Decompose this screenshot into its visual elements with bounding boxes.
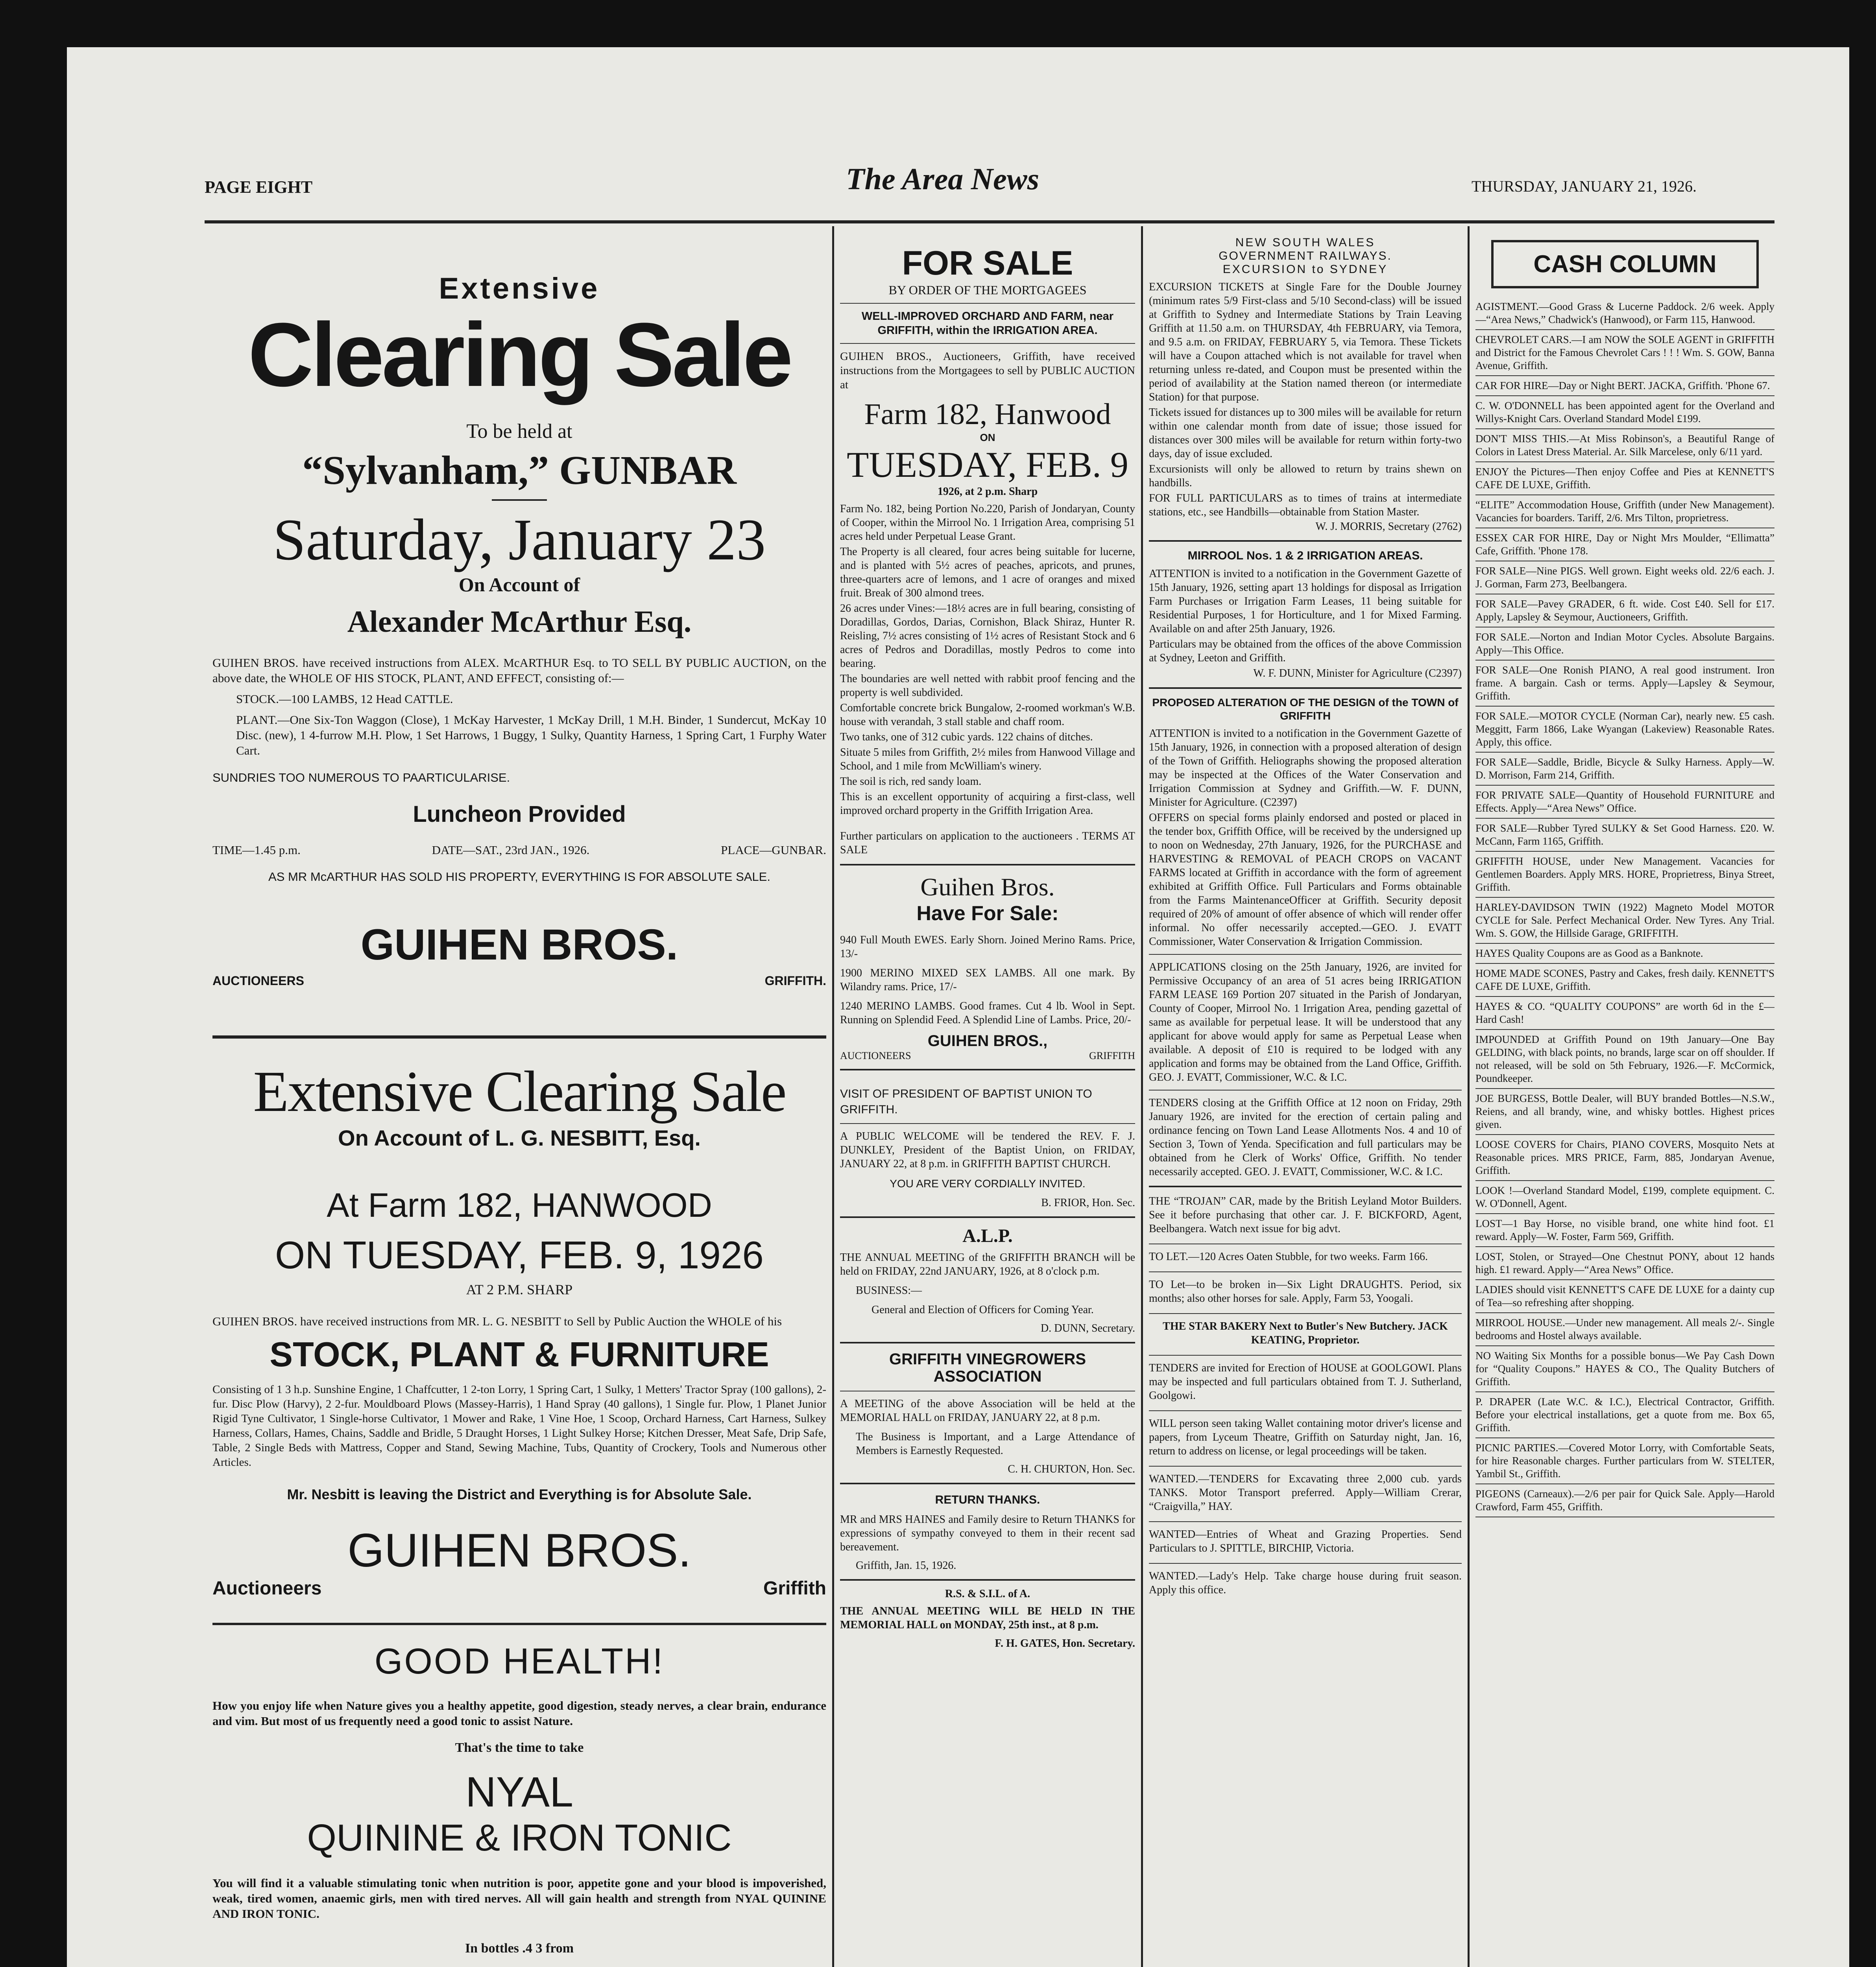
fs-p10: Further particulars on application to the auctioneers . TERMS AT SALE [840,830,1135,856]
cash-ad: HOME MADE SCONES, Pastry and Cakes, fresh daily. KENNETT'S CAFE DE LUXE, Griffith. [1475,967,1774,992]
mirrool-sig: W. F. DUNN, Minister for Agriculture (C2397) [1253,667,1462,679]
divider [1475,1088,1774,1089]
return-thanks-notice [840,1491,1135,1572]
cash-ad: JOE BURGESS, Bottle Dealer, will BUY branded Bottles—N.S.W., Reiens, and all brandy, wine, and whisky bottles. Highest prices given. [1475,1092,1774,1130]
fs-farm: Farm 182, Hanwood [864,398,1111,431]
mid-ad: TENDERS are invited for Erection of HOUSE at GOOLGOWI. Plans may be inspected and full particulars obtained from T. J. Sutherland, Goolgowi. [1149,1362,1462,1402]
nyal-tonic-ad [212,1641,826,1967]
cash-ad: GRIFFITH HOUSE, under New Management. Vacancies for Gentlemen Boarders. Apply MRS. HORE, Proprietress, Binya Street, Griffith. [1475,855,1774,893]
alt-p2: OFFERS on special forms plainly endorsed and posted or placed in the tender box, Griffith Office, will be received by the undersigned up to noon on Wednesday, 27th January, 1926, for the PURCHASE and HARVESTING & REMOVAL of PEACH CROPS on VACANT FARMS located at Griffith in accordance with the form of agreement exhibited at Griffith Office. Full Particulars and Forms obtainable from the Farms MaintenanceOfficer at Griffith. Security deposit required of 20% of amount of offer absence of which will render offer informal. No offer necessarily accepted.—GEO. J. EVATT Commissioner, Water Conservation & Irrigation Commission. [1149,812,1462,948]
divider [1475,943,1774,944]
alt-title: PROPOSED ALTERATION OF THE DESIGN of the TOWN of GRIFFITH [1152,696,1459,722]
divider [1475,1345,1774,1346]
mirrool-p2: Particulars may be obtained from the offices of the above Commission at Sydney, Leeton and Griffith. [1149,638,1462,664]
vinegrowers-notice [840,1351,1135,1476]
mid-ad: WILL person seen taking Wallet containing motor driver's license and papers, from Lyceum Theatre, Griffith on Saturday night, Jan. 16, return to address on license, or legal proceedings will be taken. [1149,1417,1462,1457]
ad2-account: On Account of L. G. NESBITT, Esq. [338,1126,701,1150]
thanks-sig: Griffith, Jan. 15, 1926. [856,1559,956,1572]
cash-ad: ENJOY the Pictures—Then enjoy Coffee and Pies at KENNETT'S CAFE DE LUXE, Griffith. [1475,466,1774,491]
baptist-title: VISIT OF PRESIDENT OF BAPTIST UNION TO GRIFFITH. [840,1087,1092,1116]
alp-business: BUSINESS:— [856,1284,922,1297]
gs-item2: 1900 MERINO MIXED SEX LAMBS. All one mark. By Wilandry rams. Price, 17/- [840,967,1135,993]
divider [1475,1213,1774,1214]
cash-ad: FOR SALE.—Norton and Indian Motor Cycles. Absolute Bargains. Apply—This Office. [1475,631,1774,656]
section-rule [840,1216,1135,1218]
ad2-firm-role: Auctioneers [212,1578,322,1599]
alp-sig: D. DUNN, Secretary. [1041,1322,1135,1334]
rail-sig: W. J. MORRIS, Secretary (2762) [1315,520,1462,533]
page-label: PAGE EIGHT [205,177,313,197]
divider [840,303,1135,304]
alp-items: General and Election of Officers for Coming Year. [872,1304,1094,1316]
divider [1475,375,1774,376]
cash-ad: C. W. O'DONNELL has been appointed agent for the Overland and Willys-Knight Cars. Overland Standard Model £199. [1475,400,1774,424]
cash-ad: LOOK !—Overland Standard Model, £199, complete equipment. C. W. O'Donnell, Agent. [1475,1185,1774,1209]
ad2-firm: GUIHEN BROS. [347,1524,691,1577]
fs-p2: The Property is all cleared, four acres being suitable for lucerne, and is planted with 5½ acres of peaches, apricots, and prunes, three-quarters acre of lemons, and 1 acre of oranges and mixed fruit. Break of 300 almond trees. [840,546,1135,599]
gs-sub: Have For Sale: [916,902,1059,925]
rail-p3: Excursionists will only be allowed to return by trains shewn on handbills. [1149,463,1462,489]
fs-p5: Comfortable concrete brick Bungalow, 2-roomed workman's W.B. house with verandah, 3 stall stable and chaff room. [840,702,1135,728]
fs-p6: Two tanks, one of 312 cubic yards. 122 chains of ditches. [840,731,1093,743]
ad-firm-town: GRIFFITH. [764,974,826,988]
mid-ad: WANTED.—TENDERS for Excavating three 2,000 cub. yards TANKS. Motor Transport preferred. Apply—William Crerar, “Craigvilla,” HAY. [1149,1473,1462,1513]
cash-ad: IMPOUNDED at Griffith Pound on 19th January—One Bay GELDING, with black points, no brands, large scar on off shoulder. If not released, will be sold on 5th February, 1926.—F. McCormick, Poundkeeper. [1475,1033,1774,1084]
nyal-product-2: QUININE & IRON TONIC [307,1817,732,1859]
baptist-notice [840,1086,1135,1209]
gs-firm: GUIHEN BROS., [927,1032,1048,1050]
railways-notice [1149,236,1462,533]
ad-intro: GUIHEN BROS. have received instructions from ALEX. McARTHUR Esq. to TO SELL BY PUBLIC AUCTION, on the above date, the WHOLE OF HIS STOCK, PLANT, AND EFFECT, consisting of:— [212,656,826,685]
baptist-invite: YOU ARE VERY CORDIALLY INVITED. [890,1177,1086,1190]
fs-p4: The boundaries are well netted with rabbit proof fencing and the property is well subdivided. [840,673,1135,699]
ad-to-be-held: To be held at [466,420,572,443]
column-rule-3 [1468,226,1470,1967]
cash-ad: FOR PRIVATE SALE—Quantity of Household FURNITURE and Effects. Apply—“Area News” Office. [1475,789,1774,814]
nyal-body: You will find it a valuable stimulating tonic when nutrition is poor, appetite gone and your blood is impoverished, weak, tired women, anaemic girls, men with tired nerves. All will gain health and strength from NYAL QUININE AND IRON TONIC. [212,1876,826,1921]
cash-ads-list [1475,300,1774,1517]
ad-time: TIME—1.45 p.m. [212,843,301,857]
gs-firm-row [840,1050,1135,1062]
alt-p4: TENDERS closing at the Griffith Office at 12 noon on Friday, 29th January 1926, are invited for the erection of certain paling and ordinance fencing on Town Land Lease Allotments Nos. 4 and 10 of Section 3, Town of Yenda. Specification and full particulars may be obtained from he Clerk of Works' Office, Griffith. No tender necessarily accepted. GEO. J. EVATT, Commissioner, W.C. & I.C. [1149,1097,1462,1178]
divider [1475,1029,1774,1030]
rail-line1: NEW SOUTH WALES [1235,236,1376,249]
ad2-date: ON TUESDAY, FEB. 9, 1926 [275,1233,764,1277]
divider [1475,660,1774,661]
divider [1475,963,1774,964]
ad2-title: Extensive Clearing Sale [253,1059,786,1124]
rsl-sig: F. H. GATES, Hon. Secretary. [995,1637,1135,1650]
scan-border-right [1849,0,1876,1967]
divider [1475,897,1774,898]
clearing-sale-gunbar-ad [212,271,826,988]
ad2-intro: GUIHEN BROS. have received instructions from MR. L. G. NESBITT to Sell by Public Auction the WHOLE of his [212,1314,782,1328]
ad-absolute: AS MR McARTHUR HAS SOLD HIS PROPERTY, EVERYTHING IS FOR ABSOLUTE SALE. [268,870,770,884]
cash-ad: AGISTMENT.—Good Grass & Lucerne Paddock. 2/6 week. Apply—“Area News,” Chadwick's (Hanwood), or Farm 115, Hanwood. [1475,301,1774,325]
ad-date-detail: DATE—SAT., 23rd JAN., 1926. [432,843,590,857]
scan-border-top [0,0,1876,47]
section-rule [840,1579,1135,1581]
nyal-time-to-take: That's the time to take [455,1740,584,1755]
divider [1475,1134,1774,1135]
fs-date: TUESDAY, FEB. 9 [847,445,1128,485]
gs-title: Guihen Bros. [920,873,1055,901]
fs-p1: Farm No. 182, being Portion No.220, Parish of Jondaryan, County of Cooper, within the Mirrool No. 1 Irrigation Area, comprising 51 acres held under Perpetual Lease Grant. [840,503,1135,542]
column-rule-1 [832,226,834,1967]
gs-town: GRIFFITH [1089,1050,1135,1061]
divider [1475,851,1774,852]
divider [1475,706,1774,707]
section-rule [840,1069,1135,1070]
divider [1475,329,1774,330]
cash-ad: HARLEY-DAVIDSON TWIN (1922) Magneto Model MOTOR CYCLE for Sale. Perfect Mechanical Order. New Tyres. Any Trial. Wm. S. GOW, the Hillside Garage, GRIFFITH. [1475,901,1774,939]
ad-account-of: On Account of [458,574,580,596]
ad-sundries: SUNDRIES TOO NUMEROUS TO PAARTICULARISE. [212,771,510,784]
mid-classifieds [1149,1194,1462,1597]
section-rule [1149,687,1462,689]
fs-on: ON [980,432,995,443]
divider [1475,1437,1774,1438]
cash-ad: LADIES should visit KENNETT'S CAFE DE LUXE for a dainty cup of Tea—so refreshing after shopping. [1475,1284,1774,1308]
nyal-headline: GOOD HEALTH! [374,1641,665,1681]
divider [1475,818,1774,819]
cash-ad: “ELITE” Accommodation House, Griffith (under New Management). Vacancies for boarders. Tariff, 2/6. Mrs Tilton, proprietress. [1475,499,1774,524]
thanks-body: MR and MRS HAINES and Family desire to Return THANKS for expressions of sympathy conveyed to them in their recent sad bereavement. [840,1513,1135,1553]
cash-ad: MIRROOL HOUSE.—Under new management. All meals 2/-. Single bedrooms and Hostel always available. [1475,1317,1774,1341]
ad-plant: PLANT.—One Six-Ton Waggon (Close), 1 McKay Harvester, 1 McKay Drill, 1 M.H. Binder, 1 Sundercut, McKay 10 Disc. (new), 1 4-furrow M.H. Plow, 1 Set Harrows, 1 Buggy, 1 Sulky, Quantity Harness, 1 Spring Cart, 1 Furphy Water Cart. [236,713,826,757]
cash-ad: HAYES Quality Coupons are as Good as a Banknote. [1475,947,1703,959]
section-rule [1149,1186,1462,1187]
divider [1149,1521,1462,1522]
guihen-sheep-ad [840,873,1135,1062]
alt-p1: ATTENTION is invited to a notification in the Government Gazette of 15th January, 1926, in connection with a proposed alteration of design of the Town of Griffith. Heliographs showing the proposed alteration may be inspected at the Offices of the Water Conservation and Irrigation Commission at Sydney and Griffith.—W. F. DUNN, Minister for Agriculture. (C2397) [1149,727,1462,808]
divider [1475,1391,1774,1392]
cash-ad: CHEVROLET CARS.—I am NOW the SOLE AGENT in GRIFFITH and District for the Famous Chevrolet Cars ! ! ! Wm. S. GOW, Banna Avenue, Griffith. [1475,334,1774,371]
ad2-time: AT 2 P.M. SHARP [466,1282,573,1297]
divider [1475,395,1774,396]
scan-border-left [0,0,67,1967]
page-date: THURSDAY, JANUARY 21, 1926. [1472,177,1697,195]
vine-sig: C. H. CHURTON, Hon. Sec. [1008,1463,1135,1475]
ad-title: Clearing Sale [248,304,791,405]
mid-ad: TO Let—to be broken in—Six Light DRAUGHTS. Period, six months; also other horses for sale. Apply, Farm 53, Yoogali. [1149,1279,1462,1305]
fs-time: 1926, at 2 p.m. Sharp [937,485,1038,498]
fs-title: FOR SALE [902,244,1073,282]
divider [1475,752,1774,753]
alteration-notice [1149,696,1462,1179]
column-three [1149,236,1462,1967]
fs-p9: This is an excellent opportunity of acquiring a first-class, well improved orchard property in the Griffith Irrigation Area. [840,791,1135,817]
ad2-venue: At Farm 182, HANWOOD [327,1186,712,1224]
rsl-title: R.S. & S.I.L. of A. [945,1588,1030,1600]
nyal-intro: How you enjoy life when Nature gives you a healthy appetite, good digestion, steady nerves, a clear brain, endurance and vim. But most of us frequently need a good tonic to assist Nature. [212,1699,826,1728]
cash-ad: CAR FOR HIRE—Day or Night BERT. JACKA, Griffith. 'Phone 67. [1475,380,1770,391]
mirrool-p1: ATTENTION is invited to a notification in the Government Gazette of 15th January, 1926, setting apart 13 holdings for disposal as Irrigation Farm Purchases or Irrigation Farm Leases, 11 being suitable for Residential Purposes, 1 for Horticulture, and 1 for Mixed Farming. Available on and after 25th January, 1926. [1149,568,1462,635]
rsl-notice [840,1588,1135,1650]
ad-time-row [212,843,826,857]
cash-ad: FOR SALE—Rubber Tyred SULKY & Set Good Harness. £20. W. McCann, Farm 1165, Griffith. [1475,822,1774,847]
cash-ad: PIGEONS (Carneaux).—2/6 per pair for Quick Sale. Apply—Harold Crawford, Farm 455, Griffith. [1475,1488,1774,1513]
ad-owner: Alexander McArthur Esq. [347,604,692,638]
section-rule [1149,540,1462,542]
cash-ad: LOST—1 Bay Horse, no visible brand, one white hind foot. £1 reward. Apply—W. Foster, Farm 569, Griffith. [1475,1218,1774,1242]
gs-role: AUCTIONEERS [840,1050,911,1061]
cash-ad: LOOSE COVERS for Chairs, PIANO COVERS, Mosquito Nets at Reasonable prices. MRS PRICE, Farm, 885, Jondaryan Avenue, Griffith. [1475,1138,1774,1176]
mid-ad: WANTED—Entries of Wheat and Grazing Properties. Send Particulars to J. SPITTLE, BIRCHIP, Victoria. [1149,1528,1462,1554]
divider [840,343,1135,344]
divider [1149,1563,1462,1564]
section-rule [840,1483,1135,1484]
vine-body: A MEETING of the above Association will be held at the MEMORIAL HALL on FRIDAY, JANUARY 22, at 8 p.m. [840,1398,1135,1424]
fs-intro: GUIHEN BROS., Auctioneers, Griffith, have received instructions from the Mortgagees to sell by PUBLIC AUCTION at [840,350,1135,391]
ad2-firm-town: Griffith [763,1578,826,1599]
fs-p3: 26 acres under Vines:—18½ acres are in full bearing, consisting of Doradillas, Gordos, Darias, Cornishon, Black Shiraz, Hunter R. Reisling, 7½ acres consisting of 1½ acres of Resistant Stock and 6 acres of Pedros and Doradillas, mostly Pedros to come into bearing. [840,602,1135,670]
baptist-body: A PUBLIC WELCOME will be tendered the REV. F. J. DUNKLEY, President of the Baptist Union, on FRIDAY, JANUARY 22, at 8 p.m. in GRIFFITH BAPTIST CHURCH. [840,1130,1135,1170]
ad-firm-row [212,974,826,988]
alp-title: A.L.P. [962,1225,1013,1246]
divider [840,1123,1135,1124]
rsl-body: THE ANNUAL MEETING WILL BE HELD IN THE MEMORIAL HALL on MONDAY, 25th inst., at 8 p.m. [840,1605,1135,1631]
section-rule [212,1035,826,1039]
thanks-title: RETURN THANKS. [935,1493,1040,1506]
cash-ad: P. DRAPER (Late W.C. & I.C.), Electrical Contractor, Griffith. Before your electrical installations, get a quote from me. Box 65, Griffith. [1475,1396,1774,1434]
left-column [212,236,826,1967]
alp-body: THE ANNUAL MEETING of the GRIFFITH BRANCH will be held on FRIDAY, 22nd JANUARY, 1926, at 8 o'clock p.m. [840,1251,1135,1277]
divider [1475,428,1774,429]
ad-kicker: Extensive [439,272,600,305]
divider [1149,1090,1462,1091]
clearing-sale-hanwood-ad [212,1058,826,1599]
cash-ad: FOR SALE—Nine PIGS. Well grown. Eight weeks old. 22/6 each. J. J. Gorman, Farm 273, Beelbangera. [1475,565,1774,590]
divider [1475,785,1774,786]
rail-p2: Tickets issued for distances up to 300 miles will be available for return within one calendar month from date of issue; those issued for distances over 300 miles will be available for return within forty-two days, day of issue excluded. [1149,406,1462,460]
divider [1149,1410,1462,1411]
gs-item3: 1240 MERINO LAMBS. Good frames. Cut 4 lb. Wool in Sept. Running on Splendid Feed. A Splendid Line of Lambs. Price, 20/- [840,1000,1135,1026]
for-sale-mortgagees-ad [840,244,1135,857]
ad2-firm-row [212,1578,826,1599]
ad-firm: GUIHEN BROS. [360,921,678,969]
nyal-bottles: In bottles .4 3 from [465,1941,574,1956]
cash-ad: FOR SALE—One Ronish PIANO, A real good instrument. Iron frame. A bargain. Cash or terms. Apply—Lapsley & Seymour, Griffith. [1475,664,1774,702]
divider [1475,1180,1774,1181]
nyal-product-1: NYAL [465,1768,574,1816]
fs-head: WELL-IMPROVED ORCHARD AND FARM, near GRIFFITH, within the IRRIGATION AREA. [861,310,1114,337]
mid-ad: WANTED.—Lady's Help. Take charge house during fruit season. Apply this office. [1149,1570,1462,1596]
cash-ad: FOR SALE—Saddle, Bridle, Bicycle & Sulky Harness. Apply—W. D. Morrison, Farm 214, Griffith. [1475,756,1774,781]
header-rule [205,220,1774,223]
divider [492,499,547,501]
divider [1149,1466,1462,1467]
ad-venue: “Sylvanham,” GUNBAR [302,448,737,493]
divider [1149,1271,1462,1272]
divider [1475,1246,1774,1247]
ad2-consisting: Consisting of 1 3 h.p. Sunshine Engine, 1 Chaffcutter, 1 2-ton Lorry, 1 Spring Cart, 1 Sulky, 1 Metters' Tractor Spray (100 gallons), 2-fur. Disc Plow (Harvy), 2 2-fur. Mouldboard Plows (Massey-Harris), 1 Hand Spray (40 gallons), 1 Single fur. Plow, 1 Planet Junior Rigid Tyne Cultivator, 1 Single-horse Cultivator, 1 Mower and Rake, 1 Vine Hoe, 1 Scoop, Orchard Harness, Cart Harness, Sulkey Harness, Collars, Hames, Chains, Saddle and Bridle, 5 Draught Horses, 1 Light Sulkey Horse; Kitchen Dresser, Meat Safe, Drip Safe, Table, 2 Single Beds with Mattress, Copper and Stand, Sewing Machine, Tubs, Quantity of Crockery, Tools and Numerous other Articles. [212,1383,826,1469]
alt-p3: APPLICATIONS closing on the 25th January, 1926, are invited for Permissive Occupancy of an area of 51 acres being IRRIGATION FARM LEASE 169 Portion 207 situated in the Parish of Jondaryan, County of Cooper, Mirrool No. 1 Irrigation Area, pending gazettal of same as available for perpetual lease. It will be understood that any applicant for above would apply for same as Perpetual Lease when available. A deposit of £10 is required to be lodged with any application and forms may be obtained from the Land Office, Griffith. GEO. J. EVATT, Commissioner, W.C. & I.C. [1149,961,1462,1083]
rail-p1: EXCURSION TICKETS at Single Fare for the Double Journey (minimum rates 5/9 First-class and 5/10 Second-class) will be issued at Griffith to Sydney and Intermediate Stations by Train Leaving Griffith at 11.50 a.m. on THURSDAY, 4th FEBRUARY, via Temora, and 9.5 a.m. on FRIDAY, FEBRUARY 5, via Temora. These Tickets will have a Coupon attached which is not available for travel when returning unless re-dated, and Coupon must be presented within the period of availability at the Station named thereon (or intermediate Station) for that purpose. [1149,281,1462,403]
cash-ad: ESSEX CAR FOR HIRE, Day or Night Mrs Moulder, “Ellimatta” Cafe, Griffith. 'Phone 178. [1475,532,1774,557]
cash-ad: PICNIC PARTIES.—Covered Motor Lorry, with Comfortable Seats, for hire Reasonable charges. Further particulars from W. STELTER, Yambil St., Griffith. [1475,1442,1774,1480]
ad2-leaving: Mr. Nesbitt is leaving the District and Everything is for Absolute Sale. [287,1486,752,1502]
cash-column [1475,236,1774,1967]
cash-ad: FOR SALE.—MOTOR CYCLE (Norman Car), nearly new. £5 cash. Meggitt, Farm 1866, Lake Wyangan (Lakeview) Reasonable Rates. Apply, this office. [1475,710,1774,748]
fs-p8: The soil is rich, red sandy loam. [840,775,982,788]
ad-firm-role: AUCTIONEERS [212,974,304,988]
ad2-headline: STOCK, PLANT & FURNITURE [270,1335,769,1374]
divider [1475,1312,1774,1313]
cash-ad: LOST, Stolen, or Strayed—One Chestnut PONY, about 12 hands high. £1 reward. Apply—“Area News” Office. [1475,1251,1774,1275]
rail-p4: FOR FULL PARTICULARS as to times of trains at intermediate stations, etc., see Handbills—obtainable from Station Master. [1149,492,1462,518]
vine-body2: The Business is Important, and a Large Attendance of Members is Earnestly Requested. [856,1431,1135,1457]
divider [1475,1279,1774,1280]
column-two [840,236,1135,1967]
cash-column-title: CASH COLUMN [1491,240,1759,288]
divider [1475,461,1774,462]
ad-place: PLACE—GUNBAR. [721,843,826,857]
baptist-sig: B. FRIOR, Hon. Sec. [1041,1197,1135,1209]
ad-stock: STOCK.—100 LAMBS, 12 Head CATTLE. [236,692,453,706]
ad-date: Saturday, January 23 [273,507,766,572]
mirrool-notice [1149,549,1462,680]
mid-ad: THE “TROJAN” CAR, made by the British Leyland Motor Builders. See it before purchasing that other car. J. F. BICKFORD, Agent, Beelbangera. Watch next issue for big advt. [1149,1195,1462,1235]
section-rule [840,1342,1135,1343]
column-rule-2 [1141,226,1143,1967]
section-rule [840,864,1135,865]
fs-sub: BY ORDER OF THE MORTGAGEES [888,283,1087,297]
divider [1149,1355,1462,1356]
alp-notice [840,1225,1135,1335]
rail-line3: EXCURSION to SYDNEY [1222,263,1388,276]
gs-item1: 940 Full Mouth EWES. Early Shorn. Joined Merino Rams. Price, 13/- [840,934,1135,960]
fs-p7: Situate 5 miles from Griffith, 2½ miles from Hanwood Village and School, and 1 mile from McWilliam's winery. [840,746,1135,772]
divider [1149,954,1462,955]
vine-title: GRIFFITH VINEGROWERS ASSOCIATION [889,1351,1086,1385]
rail-line2: GOVERNMENT RAILWAYS. [1219,249,1392,262]
cash-ad: HAYES & CO. “QUALITY COUPONS” are worth 6d in the £—Hard Cash! [1475,1000,1774,1025]
masthead: The Area News [846,162,1040,196]
mid-ad: THE STAR BAKERY Next to Butler's New Butchery. JACK KEATING, Proprietor. [1163,1320,1448,1346]
cash-ad: FOR SALE—Pavey GRADER, 6 ft. wide. Cost £40. Sell for £17. Apply, Lapsley & Seymour, Auctioneers, Griffith. [1475,598,1774,623]
cash-ad: DON'T MISS THIS.—At Miss Robinson's, a Beautiful Range of Colors in Latest Dress Material. Ar. Silk Marcelese, only 6/11 yard. [1475,433,1774,458]
divider [1475,996,1774,997]
divider [1149,1313,1462,1314]
cash-ad: NO Waiting Six Months for a possible bonus—We Pay Cash Down for “Quality Coupons.” HAYES & CO., The Quality Butchers of Griffith. [1475,1350,1774,1388]
mirrool-title: MIRROOL Nos. 1 & 2 IRRIGATION AREAS. [1187,549,1423,562]
mid-ad: TO LET.—120 Acres Oaten Stubble, for two weeks. Farm 166. [1149,1251,1428,1263]
section-rule [212,1623,826,1625]
ad-luncheon: Luncheon Provided [413,801,626,827]
